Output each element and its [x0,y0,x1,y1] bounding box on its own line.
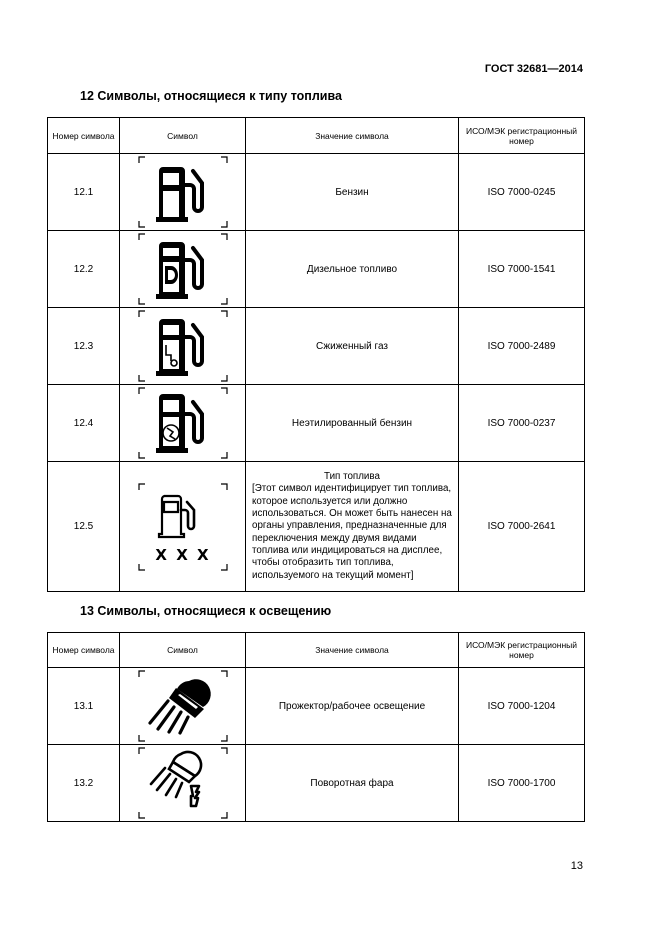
unleaded-fuel-icon [137,386,229,460]
header-meaning: Значение символа [246,118,459,154]
symbol-meaning: Сжиженный газ [246,308,459,385]
symbol-reg: ISO 7000-0237 [459,385,585,462]
symbol-meaning: Прожектор/рабочее освещение [246,668,459,745]
symbol-meaning: Бензин [246,154,459,231]
fuel-type-placeholders: X X X [154,545,211,564]
table-row [48,462,585,592]
symbol-cell [120,668,246,745]
fuel-type-icon [137,482,229,572]
page-number: 13 [570,860,583,872]
symbol-number: 13.1 [48,668,120,745]
symbol-number: 12.5 [48,462,120,592]
header-reg: ИСО/МЭК регистрационный номер [459,118,585,154]
symbol-meaning [246,462,459,592]
symbol-cell [120,385,246,462]
lighting-symbols-table [47,632,585,822]
symbol-number: 12.4 [48,385,120,462]
header-symbol: Символ [120,118,246,154]
symbol-cell [120,745,246,822]
table-row [48,308,585,385]
symbol-meaning: Дизельное топливо [246,231,459,308]
table-header-row [48,633,585,668]
symbol-cell [120,462,246,592]
symbol-number: 12.1 [48,154,120,231]
symbol-reg: ISO 7000-1204 [459,668,585,745]
fuel-pump-icon [137,155,229,229]
header-number: Номер символа [48,118,120,154]
table-row [48,745,585,822]
table-row [48,668,585,745]
header-meaning: Значение символа [246,633,459,668]
meaning-body: [Этот символ идентифицирует тип топлива, которое используется или должно использоваться. Он может быть нанесен на органы управления, предназначенные для переключения между двумя видами топлива или индицироваться на дисплее, чтобы отобразить тип топлива, используемого на текущий момент] [252,483,452,581]
symbol-cell [120,231,246,308]
header-symbol: Символ [120,633,246,668]
table-header-row [48,118,585,154]
cornering-lamp-icon [137,746,229,820]
header-reg: ИСО/МЭК регистрационный номер [459,633,585,668]
symbol-meaning: Неэтилированный бензин [246,385,459,462]
symbol-number: 12.3 [48,308,120,385]
symbol-number: 13.2 [48,745,120,822]
symbol-meaning: Поворотная фара [246,745,459,822]
symbol-reg: ISO 7000-1700 [459,745,585,822]
work-light-icon [137,669,229,743]
symbol-number: 12.2 [48,231,120,308]
section-13-title: 13 Символы, относящиеся к освещению [80,604,332,618]
table-row [48,385,585,462]
table-row [48,154,585,231]
section-12-title: 12 Символы, относящиеся к типу топлива [80,89,342,103]
symbol-reg: ISO 7000-2489 [459,308,585,385]
meaning-title: Тип топлива [324,471,380,483]
header-number: Номер символа [48,633,120,668]
table-row [48,231,585,308]
diesel-fuel-icon [137,232,229,306]
document-standard: ГОСТ 32681—2014 [484,63,583,75]
fuel-symbols-table [47,117,585,592]
symbol-reg: ISO 7000-2641 [459,462,585,592]
lpg-fuel-icon [137,309,229,383]
symbol-cell [120,154,246,231]
symbol-cell [120,308,246,385]
symbol-reg: ISO 7000-1541 [459,231,585,308]
symbol-reg: ISO 7000-0245 [459,154,585,231]
